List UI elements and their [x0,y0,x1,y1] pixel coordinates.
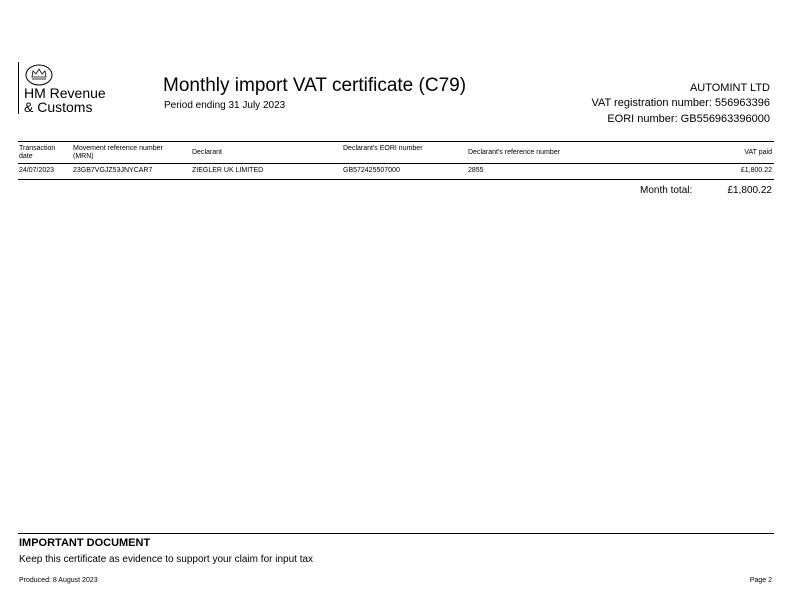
header-transaction-date: Transaction date [19,145,56,160]
month-total-label: Month total: [640,185,693,196]
footer-rule [18,533,774,534]
royal-crest-icon [24,63,54,87]
header-declarant: Declarant [192,149,222,156]
cell-vat-paid: £1,800.22 [740,167,772,174]
header-declarant-ref: Declarant's reference number [468,149,560,156]
cell-transaction-date: 24/07/2023 [19,167,55,174]
produced-date: Produced: 8 August 2023 [19,577,98,584]
logo-line-2: & Customs [24,99,93,115]
header-mrn: Movement reference number (MRN) [73,145,163,160]
table-top-rule [18,141,774,142]
company-name: AUTOMINT LTD [689,82,770,94]
vat-registration: VAT registration number: 556963396 [591,97,770,109]
page-number: Page 2 [749,577,772,584]
logo-line-1: HM Revenue [24,85,106,101]
header-declarant-eori: Declarant's EORI number [343,145,423,152]
cell-declarant-eori: GB572425507000 [343,167,400,174]
table-bottom-rule [18,179,774,180]
cell-declarant-ref: 2855 [468,167,484,174]
eori-number: EORI number: GB556963396000 [607,113,770,125]
important-heading: IMPORTANT DOCUMENT [19,537,151,549]
keep-notice: Keep this certificate as evidence to support your claim for input tax [19,554,314,565]
logo-divider [18,62,19,114]
table-header-rule [18,163,774,164]
header-vat-paid: VAT paid [744,149,772,156]
cell-declarant: ZIEGLER UK LIMITED [192,167,264,174]
month-total-value: £1,800.22 [727,185,772,196]
period-text: Period ending 31 July 2023 [164,100,286,111]
page-title: Monthly import VAT certificate (C79) [163,75,467,96]
cell-mrn: 23GB7VGJZ53JNYCAR7 [73,167,153,174]
